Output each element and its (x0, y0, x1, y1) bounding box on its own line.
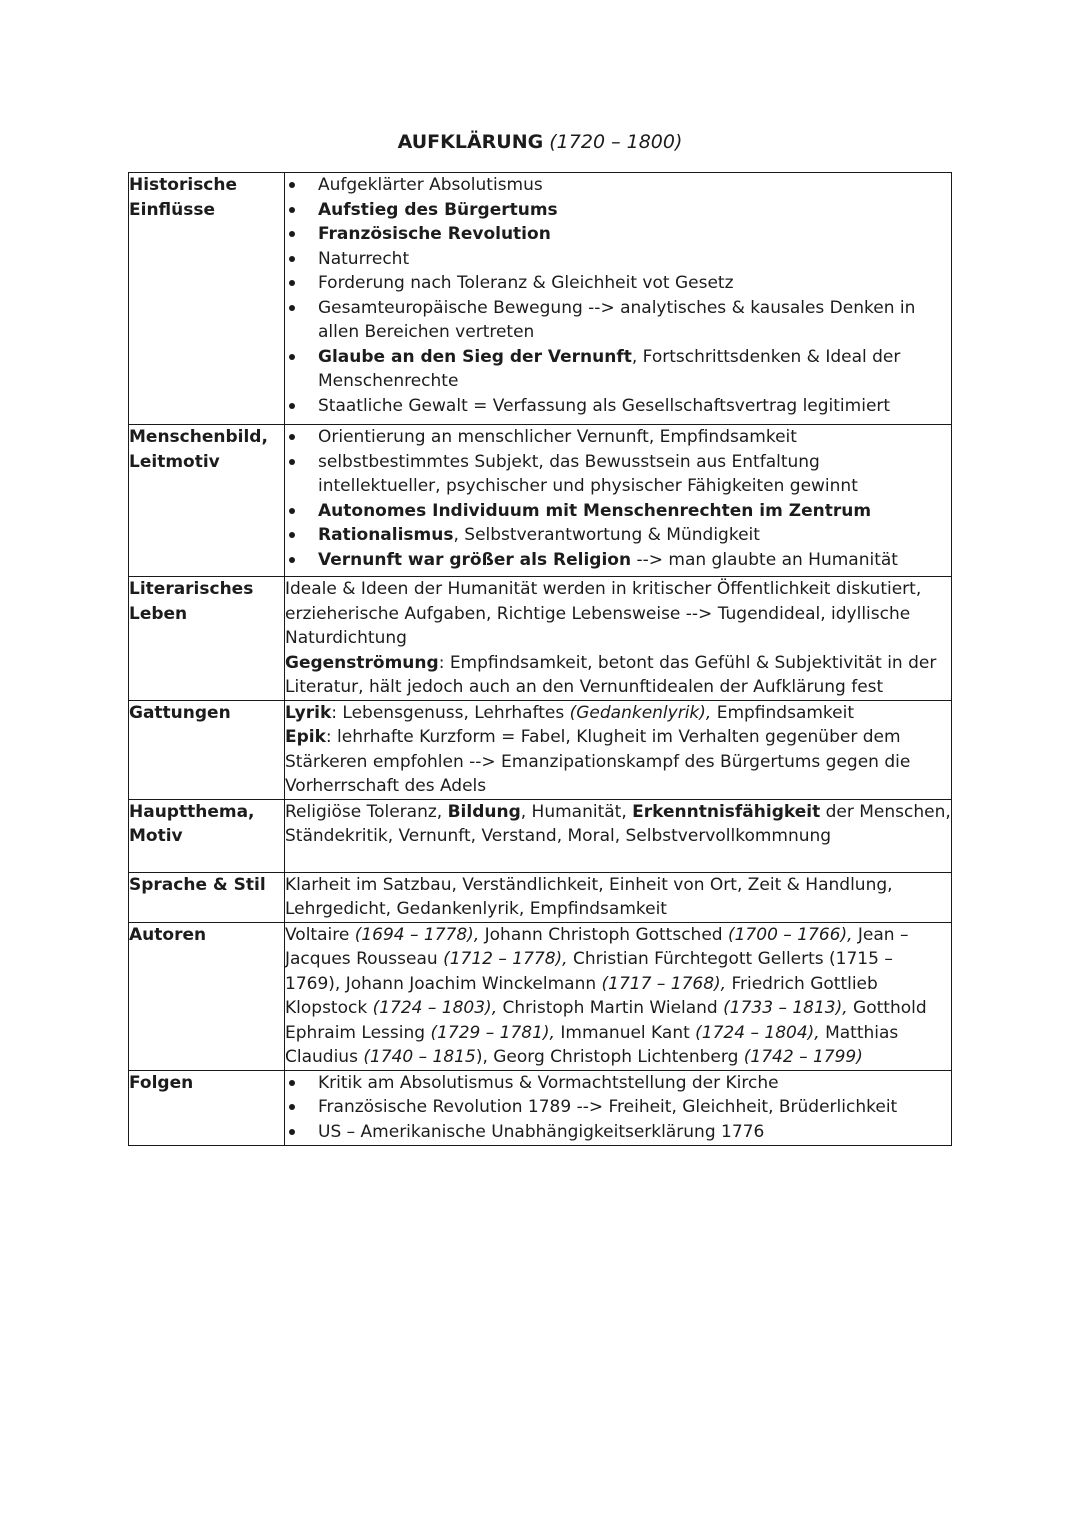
category-cell (129, 700, 285, 799)
list-item: Aufgeklärter Absolutismus (285, 173, 951, 198)
list-item: Rationalismus, Selbstverantwortung & Mündigkeit (285, 523, 951, 548)
content-cell (285, 922, 952, 1070)
title-main: AUFKLÄRUNG (397, 131, 544, 153)
bullet-list (285, 1071, 951, 1145)
content-cell (285, 173, 952, 425)
category-label: Historische (129, 175, 238, 195)
category-label: Hauptthema, (129, 801, 255, 822)
list-item: Forderung nach Toleranz & Gleichheit vot Gesetz (285, 271, 951, 296)
list-item: Autonomes Individuum mit Menschenrechten im Zentrum (285, 499, 951, 524)
table-row-autoren (129, 922, 952, 1070)
list-item: Kritik am Absolutismus & Vormachtstellung der Kirche (285, 1071, 951, 1096)
list-item: Französische Revolution (285, 222, 951, 247)
category-label: Menschenbild, (129, 427, 268, 447)
list-item: Naturrecht (285, 247, 951, 272)
category-label: Motiv (129, 826, 183, 846)
bullet-list (285, 173, 951, 418)
list-item: Gesamteuropäische Bewegung --> analytisches & kausales Denken in allen Bereichen vertreten (285, 296, 951, 345)
category-label: Literarisches (129, 579, 254, 599)
content-cell (285, 700, 952, 799)
table-row-sprache-stil (129, 872, 952, 922)
paragraph: Religiöse Toleranz, Bildung, Humanität, Erkenntnisfähigkeit der Menschen, Ständekritik, Vernunft, Verstand, Moral, Selbstvervollkommnung (285, 801, 951, 846)
paragraph: Ideale & Ideen der Humanität werden in kritischer Öffentlichkeit diskutiert, erzieherische Aufgaben, Richtige Lebensweise --> Tugendideal, idyllische Naturdichtung (285, 579, 922, 648)
content-cell (285, 1070, 952, 1145)
category-cell (129, 872, 285, 922)
paragraph: Klarheit im Satzbau, Verständlichkeit, Einheit von Ort, Zeit & Handlung, Lehrgedicht, Gedankenlyrik, Empfindsamkeit (285, 874, 893, 919)
category-label: Leitmotiv (129, 451, 220, 472)
list-item: Vernunft war größer als Religion --> man glaubte an Humanität (285, 548, 951, 573)
list-item: US – Amerikanische Unabhängigkeitserklärung 1776 (285, 1120, 951, 1145)
paragraph: Gegenströmung: Empfindsamkeit, betont das Gefühl & Subjektivität in der Literatur, hält jedoch auch an den Vernunftidealen der Aufklärung fest (285, 652, 937, 697)
category-label: Leben (129, 603, 188, 624)
list-item: Orientierung an menschlicher Vernunft, Empfindsamkeit (285, 425, 951, 450)
content-cell (285, 799, 952, 872)
paragraph-lyrik: Lyrik: Lebensgenuss, Lehrhaftes (Gedankenlyrik), Empfindsamkeit (285, 702, 855, 723)
list-item: Glaube an den Sieg der Vernunft, Fortschrittsdenken & Ideal der Menschenrechte (285, 345, 951, 394)
category-cell (129, 577, 285, 701)
list-item: Staatliche Gewalt = Verfassung als Gesellschaftsvertrag legitimiert (285, 394, 951, 419)
content-cell (285, 872, 952, 922)
table-row-menschenbild (129, 425, 952, 577)
table-row-folgen (129, 1070, 952, 1145)
category-label: Gattungen (129, 702, 231, 723)
list-item: Französische Revolution 1789 --> Freiheit, Gleichheit, Brüderlichkeit (285, 1095, 951, 1120)
table-row-historische-einfluesse (129, 173, 952, 425)
list-item: Aufstieg des Bürgertums (285, 198, 951, 223)
category-label: Autoren (129, 924, 207, 945)
paragraph-authors: Voltaire (1694 – 1778), Johann Christoph Gottsched (1700 – 1766), Jean – Jacques Rousseau (1712 – 1778), Christian Fürchtegott Gellerts (1715 – 1769), Johann Joachim Winckelmann (1717 – 1768), Friedrich Gottlieb Klopstock (1724 – 1803), Christoph Martin Wieland (1733 – 1813), Gotthold Ephraim Lessing (1729 – 1781), Immanuel Kant (1724 – 1804), Matthias Claudius (1740 – 1815), Georg Christoph Lichtenberg (1742 – 1799) (285, 924, 927, 1067)
page-title (0, 128, 1080, 156)
title-years: (1720 – 1800) (549, 131, 683, 153)
category-cell (129, 425, 285, 577)
category-cell (129, 173, 285, 425)
category-label: Sprache & Stil (129, 874, 266, 895)
overview-table (128, 172, 952, 1146)
category-cell (129, 1070, 285, 1145)
category-label: Einflüsse (129, 199, 216, 220)
category-label: Folgen (129, 1072, 194, 1093)
category-cell (129, 799, 285, 872)
table-row-hauptthema (129, 799, 952, 872)
table-row-literarisches-leben (129, 577, 952, 701)
list-item: selbstbestimmtes Subjekt, das Bewusstsein aus Entfaltung intellektueller, psychischer und physischer Fähigkeiten gewinnt (285, 450, 951, 499)
table-row-gattungen (129, 700, 952, 799)
category-cell (129, 922, 285, 1070)
content-cell (285, 577, 952, 701)
bullet-list (285, 425, 951, 572)
content-cell (285, 425, 952, 577)
paragraph-epik: Epik: lehrhafte Kurzform = Fabel, Klugheit im Verhalten gegenüber dem Stärkeren empfohlen --> Emanzipationskampf des Bürgertums gegen die Vorherrschaft des Adels (285, 727, 911, 796)
